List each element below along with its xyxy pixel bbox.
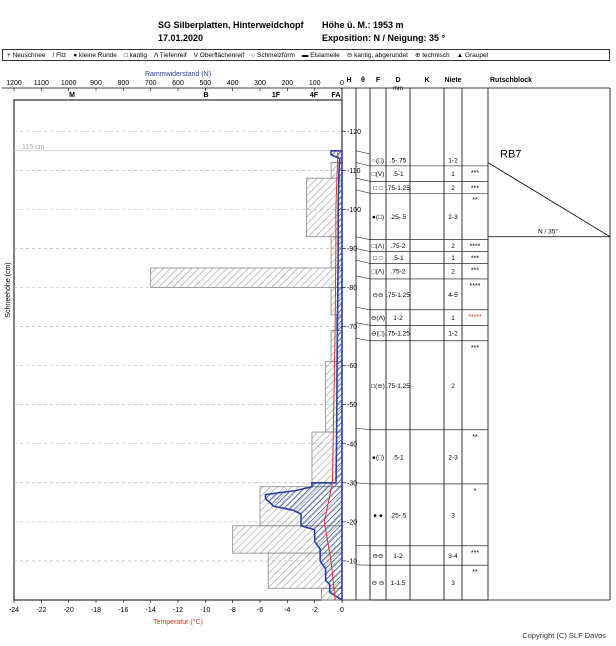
ram-tick-label: 100 <box>308 80 321 87</box>
layer-grain: ⊖⊖ <box>372 291 384 299</box>
height-tick-label: -70 <box>347 324 358 332</box>
layer-connector <box>356 151 370 154</box>
rutschblock-line <box>488 163 610 237</box>
profile-date: 17.01.2020 <box>158 33 204 43</box>
legend-item: / Filz <box>52 51 67 59</box>
layer-niete: ** <box>472 197 478 205</box>
layer-hardness: 2-3 <box>448 454 458 462</box>
layer-size: .25-.5 <box>389 512 407 520</box>
temp-tick-label: -22 <box>36 607 47 614</box>
layer-grain: □ □ <box>373 254 383 262</box>
layer-hardness: 3-4 <box>448 553 458 561</box>
layer-grain: □(Λ) <box>371 243 385 251</box>
d-unit: mm <box>393 86 403 92</box>
layer-grain: ●(□) <box>371 454 385 462</box>
legend-item: Λ Tiefenreif <box>154 51 187 59</box>
exposition: Exposition: N / Neigung: 35 ° <box>322 33 446 43</box>
layer-size: .75-1.25 <box>386 382 410 390</box>
hardness-label: 1F <box>271 92 281 99</box>
ram-tick-label: 800 <box>117 80 130 87</box>
layer-connector <box>356 248 370 251</box>
hardness-label: 4F <box>309 92 319 99</box>
hardness-label: B <box>203 92 209 99</box>
ram-tick-label: 1100 <box>33 80 49 87</box>
layer-grain: ⊖ ⊖ <box>371 580 385 588</box>
temp-tick-label: -12 <box>172 607 184 614</box>
layer-niete: *** <box>470 185 480 193</box>
ram-tick-label: 700 <box>144 80 157 87</box>
column-header: θ <box>361 77 365 84</box>
layer-size: .75-2 <box>390 243 406 251</box>
layer-niete: *** <box>470 255 480 263</box>
layer-connector <box>356 428 370 430</box>
temp-tick-label: -4 <box>284 607 291 614</box>
temp-tick-label: -16 <box>118 607 129 614</box>
hardness-label: FA <box>331 92 341 99</box>
height-tick-label: -100 <box>347 206 362 214</box>
layer-niete: **** <box>469 282 481 290</box>
layer-grain: □(⊖) <box>371 382 385 390</box>
temp-tick-label: -24 <box>8 607 20 614</box>
rutschblock-sublabel: N / 35° <box>538 228 558 236</box>
layer-size: 1-2 <box>393 315 403 323</box>
height-tick-label: -10 <box>347 558 358 566</box>
ram-tick-label: 500 <box>199 80 212 87</box>
layer-grain: ⊖⊖ <box>372 553 384 561</box>
ram-tick-label: 1200 <box>6 80 22 87</box>
layer-connector <box>356 163 370 166</box>
temp-tick-label: 0 <box>340 607 344 614</box>
ram-tick-label: 600 <box>172 80 184 87</box>
layer-hardness: 1-2 <box>448 330 458 338</box>
layer-hardness: 2 <box>451 268 455 276</box>
rutschblock-label: RB7 <box>500 148 522 161</box>
legend-item: ▲ Graupel <box>456 51 489 59</box>
legend-item: ○ Schmelzform <box>251 51 295 59</box>
hardness-bar <box>151 268 342 288</box>
layer-niete: *** <box>470 549 480 557</box>
ram-tick-label: 300 <box>254 80 266 87</box>
legend-item: ● kleine Runde <box>73 51 117 59</box>
legend-item: ▬ Eislamelle <box>301 51 340 59</box>
temp-tick-label: -20 <box>63 607 74 614</box>
layer-size: .75-2 <box>390 268 406 276</box>
layer-grain: □(Λ) <box>371 268 385 276</box>
layer-hardness: 2-3 <box>448 213 458 221</box>
column-header: Rutschblock <box>490 77 533 84</box>
layer-size: .5-1 <box>392 171 404 179</box>
height-tick-label: -30 <box>347 480 358 488</box>
layer-size: .75-1.25 <box>386 330 410 338</box>
column-header: K <box>424 77 430 84</box>
height-tick-label: -80 <box>347 285 358 292</box>
legend-item: ⊖ kantig, abgerundet <box>346 52 408 59</box>
height-tick-label: -90 <box>347 245 358 253</box>
layer-niete: * <box>473 487 477 495</box>
temp-tick-label: -18 <box>90 607 102 614</box>
legend-item: + Neuschnee <box>7 51 46 59</box>
layer-grain: □ □ <box>373 184 383 192</box>
layer-connector <box>356 178 370 181</box>
layer-connector <box>356 276 370 279</box>
layer-size: .5-1 <box>392 254 404 262</box>
layer-niete: **** <box>469 243 481 251</box>
layer-connector <box>356 307 370 310</box>
ram-tick-label: 900 <box>90 80 102 87</box>
layer-connector <box>356 190 370 193</box>
ram-tick-label: 0 <box>340 80 344 87</box>
height-tick-label: -120 <box>347 128 362 136</box>
temp-axis-title: Temperatur (°C) <box>153 619 203 626</box>
layer-niete: *** <box>470 267 480 275</box>
layer-hardness: 1 <box>451 171 455 179</box>
ram-tick-label: 400 <box>226 80 239 87</box>
layer-grain: ⊖(□) <box>371 330 385 338</box>
ram-axis-title: Rammwiderstand (N) <box>144 71 212 78</box>
legend-item: V Oberflächenreif <box>193 51 245 59</box>
layer-connector <box>356 338 370 341</box>
layer-grain: ○(□) <box>371 157 385 165</box>
layer-grain: ● ● <box>373 512 383 520</box>
height-tick-label: -50 <box>347 402 358 410</box>
layer-hardness: 2 <box>451 382 455 390</box>
layer-niete: ** <box>472 569 478 577</box>
height-tick-label: -110 <box>347 167 361 175</box>
layer-hardness: 2 <box>451 243 455 251</box>
temp-tick-label: -2 <box>311 607 318 614</box>
elevation: Höhe ü. M.: 1953 m <box>322 20 404 30</box>
layer-connector <box>356 323 370 326</box>
layer-hardness: 3 <box>451 512 455 520</box>
ram-tick-label: 1000 <box>60 80 77 87</box>
layer-size: .5-1 <box>392 454 404 462</box>
height-tick-label: -60 <box>347 363 358 371</box>
layer-size: 1-2 <box>393 553 403 561</box>
layer-connector <box>356 237 370 240</box>
layer-size: .5-.75 <box>389 157 407 165</box>
layer-hardness: 1 <box>451 315 455 323</box>
column-header: H <box>346 77 352 84</box>
layer-connector <box>356 260 370 263</box>
layer-size: .75-1.25 <box>386 291 410 299</box>
temp-tick-label: -6 <box>256 607 264 614</box>
layer-grain: ⊖(Λ) <box>370 315 386 323</box>
layer-hardness: 3 <box>451 580 455 588</box>
layer-hardness: 1 <box>451 254 455 262</box>
height-tick-label: -40 <box>347 441 358 449</box>
layer-hardness: 2 <box>451 184 455 192</box>
layer-grain: ●(□) <box>371 213 385 221</box>
layer-hardness: 1-2 <box>448 157 458 165</box>
legend-item: ⊕ technisch <box>414 52 450 59</box>
height-tick-label: -20 <box>347 519 358 527</box>
site-title: SG Silberplatten, Hinterweidchopf <box>158 20 304 30</box>
layer-hardness: 4-5 <box>448 291 458 299</box>
layer-connector <box>356 545 370 546</box>
column-header: Niete <box>444 77 462 84</box>
layer-niete: ***** <box>468 313 482 321</box>
layer-niete: *** <box>470 169 480 177</box>
layer-niete: *** <box>470 344 480 352</box>
temp-tick-label: -14 <box>145 607 156 614</box>
copyright: Copyright (C) SLF Davos <box>522 631 606 640</box>
temp-tick-label: -10 <box>200 607 211 614</box>
layer-size: 1-1.5 <box>390 580 406 588</box>
hardness-label: M <box>69 92 75 99</box>
layer-niete: ** <box>472 433 478 441</box>
height-axis-title: Schneehöhe (cm) <box>5 262 12 318</box>
layer-size: .25-.5 <box>389 213 407 221</box>
layer-size: .75-1.25 <box>386 184 410 192</box>
legend-item: □ kantig <box>123 51 147 59</box>
column-header: F <box>375 77 381 84</box>
column-header: D <box>395 77 401 84</box>
snow-height-label: 115 cm <box>22 143 45 151</box>
layer-connector <box>356 483 370 484</box>
temp-tick-label: -8 <box>229 607 236 614</box>
ram-tick-label: 200 <box>281 80 294 87</box>
layer-grain: □(V) <box>371 171 385 179</box>
